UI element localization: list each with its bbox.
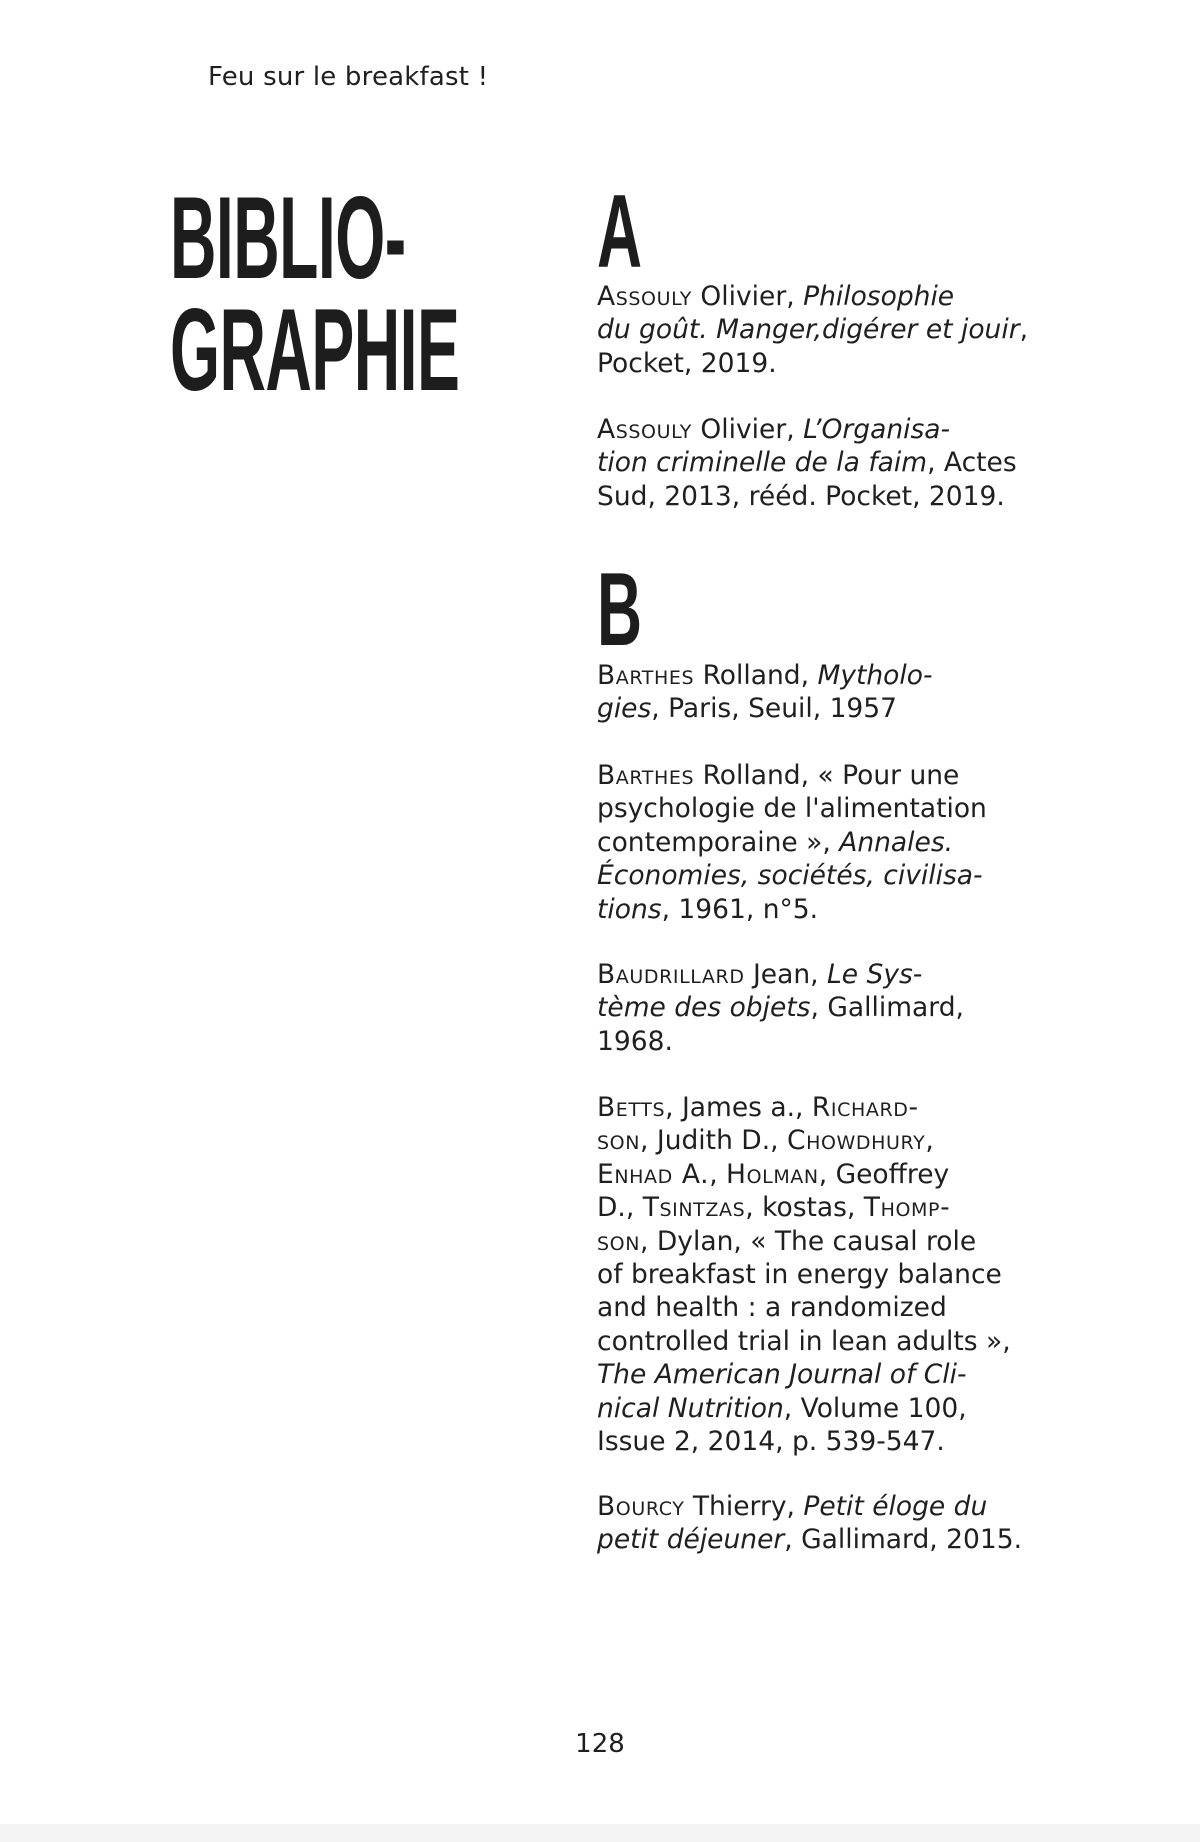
work-title: petit déjeuner xyxy=(597,1524,785,1556)
entry-text: and health : a randomized xyxy=(597,1292,947,1324)
entry-text: Sud, 2013, rééd. Pocket, 2019. xyxy=(597,480,1005,512)
entry-text: Issue 2, 2014, p. 539-547. xyxy=(597,1426,945,1458)
bibliography-entry xyxy=(597,1091,1017,1458)
work-title: Le Sys- xyxy=(827,959,923,990)
entry-line xyxy=(597,1091,1017,1124)
entry-line xyxy=(597,1490,1017,1523)
entry-text: , xyxy=(1019,314,1029,346)
entry-line xyxy=(597,1392,1017,1425)
entry-text: Olivier, xyxy=(691,414,804,445)
author-name: son xyxy=(597,1225,641,1257)
work-title: Mytholo- xyxy=(817,660,933,691)
work-title: gies xyxy=(597,693,652,725)
entry-line xyxy=(597,991,1017,1024)
entry-text: , Paris, Seuil, 1957 xyxy=(651,693,898,725)
work-title: L’Organisa- xyxy=(803,414,951,445)
entry-text: psychologie de l'alimentation xyxy=(597,793,987,825)
work-title: tème des objets xyxy=(597,992,811,1024)
entry-text: , xyxy=(709,1158,727,1190)
work-title: Petit éloge du xyxy=(803,1491,988,1522)
entry-text: , Gallimard, 2015. xyxy=(784,1524,1023,1556)
letter-heading-b: B xyxy=(597,552,643,668)
entry-line xyxy=(597,1523,1023,1556)
author-name: Enhad A. xyxy=(597,1158,710,1190)
entry-text: , Gallimard, xyxy=(810,992,964,1024)
work-title: Économies, sociétés, civilisa- xyxy=(597,860,983,892)
section-title: BIBLIO- GRAPHIE xyxy=(170,172,460,415)
author-name: Chowdhury xyxy=(786,1125,926,1157)
entry-text: controlled trial in lean adults », xyxy=(597,1325,1011,1357)
entry-text: , 1961, n°5. xyxy=(661,893,819,925)
entry-line xyxy=(597,893,1017,926)
entry-text: , xyxy=(925,1125,934,1157)
work-title: tions xyxy=(597,893,662,925)
entry-text: , Volume 100, xyxy=(783,1392,967,1424)
entry-line xyxy=(597,347,1017,380)
entry-line xyxy=(597,792,1017,825)
page-number: 128 xyxy=(575,1729,625,1759)
entry-text: Olivier, xyxy=(691,281,804,312)
entry-line xyxy=(597,480,1017,513)
author-name: Richard- xyxy=(811,1092,919,1123)
entry-text: Thierry, xyxy=(684,1491,804,1522)
author-name: Assouly xyxy=(597,414,692,445)
entry-text: of breakfast in energy balance xyxy=(597,1259,1002,1291)
entry-line xyxy=(597,1291,1017,1324)
entry-line xyxy=(597,1358,1017,1391)
entry-text: 1968. xyxy=(597,1025,673,1057)
entry-text: D., xyxy=(597,1192,643,1224)
bibliography-entry xyxy=(597,413,1017,513)
entry-line xyxy=(597,1258,1017,1291)
entry-line xyxy=(597,958,1017,991)
entry-text: , Actes xyxy=(927,447,1017,479)
author-name: Holman xyxy=(726,1158,819,1190)
work-title: Philosophie xyxy=(803,281,955,312)
entry-line xyxy=(597,313,1029,346)
entry-text: , James a., xyxy=(665,1092,812,1123)
entry-line xyxy=(597,1124,1017,1157)
entry-line xyxy=(597,759,1017,792)
entry-text: , kostas, xyxy=(745,1192,864,1224)
author-name: Thomp- xyxy=(863,1192,951,1224)
entry-text: , Geoffrey xyxy=(818,1158,950,1190)
entry-line xyxy=(597,1025,1017,1058)
author-name: son xyxy=(597,1125,641,1157)
entry-line xyxy=(597,1425,1017,1458)
work-title: du goût. Manger,digérer et jouir xyxy=(597,314,1020,346)
author-name: Bourcy xyxy=(597,1491,685,1522)
author-name: Barthes xyxy=(597,760,695,791)
bibliography-entry xyxy=(597,659,1017,726)
entry-text: contemporaine », xyxy=(597,826,840,858)
work-title: The American Journal of Cli- xyxy=(597,1359,967,1391)
running-header: Feu sur le breakfast ! xyxy=(208,62,489,92)
bibliography-entry xyxy=(597,1490,1023,1557)
entry-line xyxy=(597,1158,1017,1191)
entry-line xyxy=(597,1325,1017,1358)
entry-line xyxy=(597,1191,1017,1224)
work-title: tion criminelle de la faim xyxy=(597,447,928,479)
entry-text: , Judith D., xyxy=(640,1125,787,1157)
entry-text: Jean, xyxy=(744,959,827,990)
entry-line xyxy=(597,413,1017,446)
author-name: Baudrillard xyxy=(597,959,745,990)
entry-line xyxy=(597,1225,1017,1258)
author-name: Assouly xyxy=(597,281,692,312)
entry-text: Rolland, xyxy=(694,660,818,691)
author-name: Barthes xyxy=(597,660,695,691)
bottom-band xyxy=(0,1824,1200,1842)
entry-text: Pocket, 2019. xyxy=(597,347,777,379)
bibliography-entry xyxy=(597,958,1017,1058)
entry-line xyxy=(597,659,1017,692)
author-name: Tsintzas xyxy=(642,1192,746,1224)
entry-text: Rolland, « Pour une xyxy=(694,760,960,791)
bibliography-entry xyxy=(597,280,1029,380)
author-name: Betts xyxy=(597,1092,666,1123)
entry-line xyxy=(597,446,1017,479)
letter-heading-a: A xyxy=(597,174,643,290)
entry-line xyxy=(597,692,1017,725)
work-title: nical Nutrition xyxy=(597,1392,784,1424)
entry-line xyxy=(597,280,1017,313)
bibliography-entry xyxy=(597,759,1017,926)
entry-text: , Dylan, « The causal role xyxy=(640,1225,977,1257)
work-title: Annales. xyxy=(839,826,954,858)
entry-line xyxy=(597,859,1017,892)
entry-line xyxy=(597,826,1017,859)
